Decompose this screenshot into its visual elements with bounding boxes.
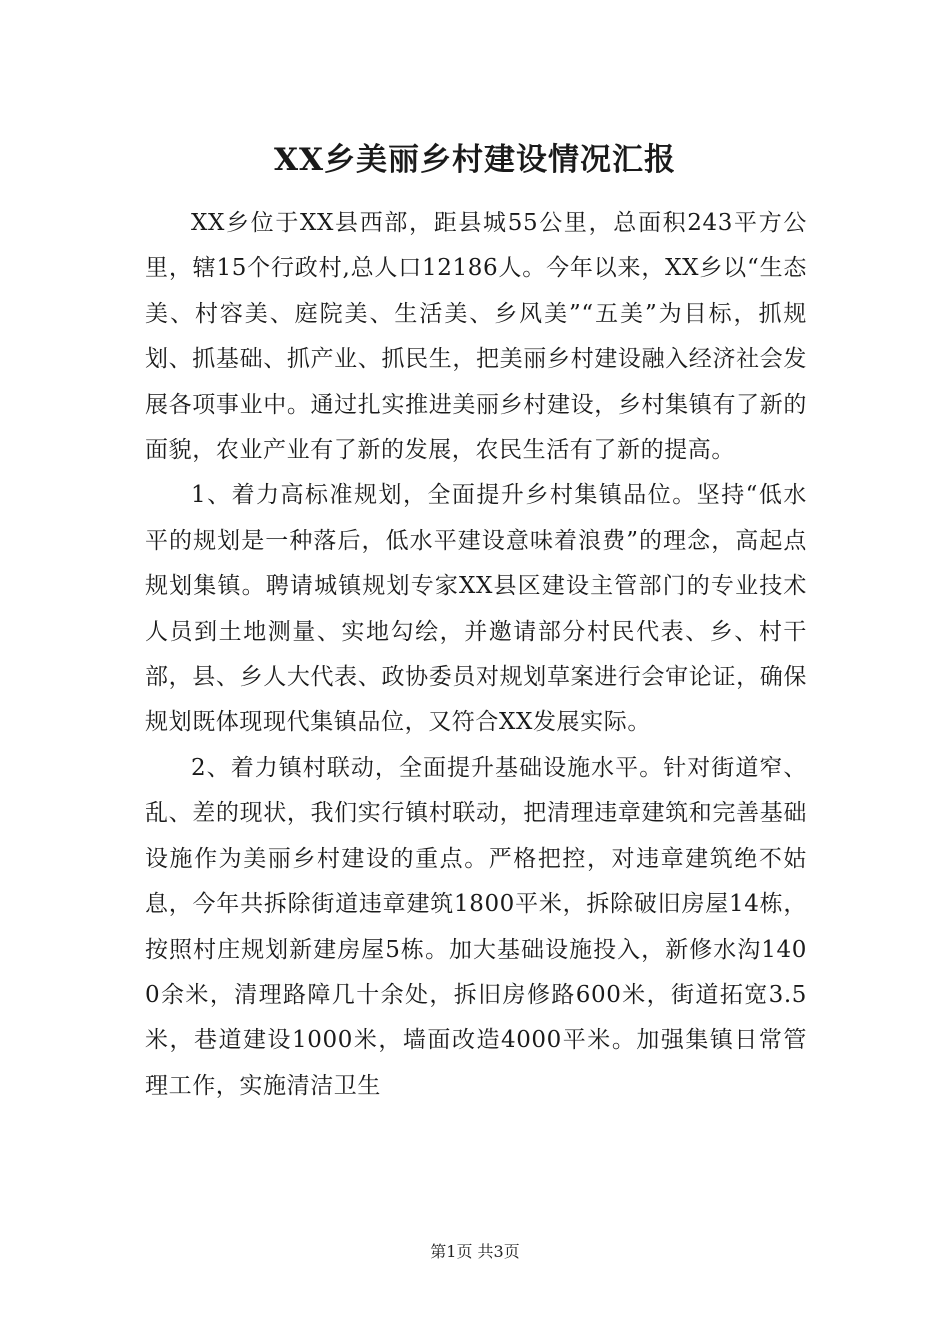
- paragraph-infrastructure: 2、着力镇村联动，全面提升基础设施水平。针对街道窄、乱、差的现状，我们实行镇村联动，把清理违章建筑和完善基础设施作为美丽乡村建设的重点。严格把控，对违章建筑绝不姑息，今年共拆除街道违章建筑1800平米，拆除破旧房屋14栋，按照村庄规划新建房屋5栋。加大基础设施投入，新修水沟1400余米，清理路障几十余处，拆旧房修路600米，街道拓宽3.5米，巷道建设1000米，墙面改造4000平米。加强集镇日常管理工作，实施清洁卫生: [145, 754, 807, 1099]
- document-body: [145, 201, 807, 1109]
- paragraph-planning: 1、着力高标准规划，全面提升乡村集镇品位。坚持“低水平的规划是一种落后，低水平建设意味着浪费”的理念，高起点规划集镇。聘请城镇规划专家XX县区建设主管部门的专业技术人员到土地测量、实地勾绘，并邀请部分村民代表、乡、村干部，县、乡人大代表、政协委员对规划草案进行会审论证，确保规划既体现现代集镇品位，又符合XX发展实际。: [145, 482, 807, 736]
- document-title: XX乡美丽乡村建设情况汇报: [273, 142, 677, 178]
- page-footer: 第1页 共3页: [430, 1242, 520, 1261]
- paragraph-intro: XX乡位于XX县西部，距县城55公里，总面积243平方公里，辖15个行政村,总人口12186人。今年以来，XX乡以“生态美、村容美、庭院美、生活美、乡风美”“五美”为目标，抓规划、抓基础、抓产业、抓民生，把美丽乡村建设融入经济社会发展各项事业中。通过扎实推进美丽乡村建设，乡村集镇有了新的面貌，农业产业有了新的发展，农民生活有了新的提高。: [145, 210, 807, 464]
